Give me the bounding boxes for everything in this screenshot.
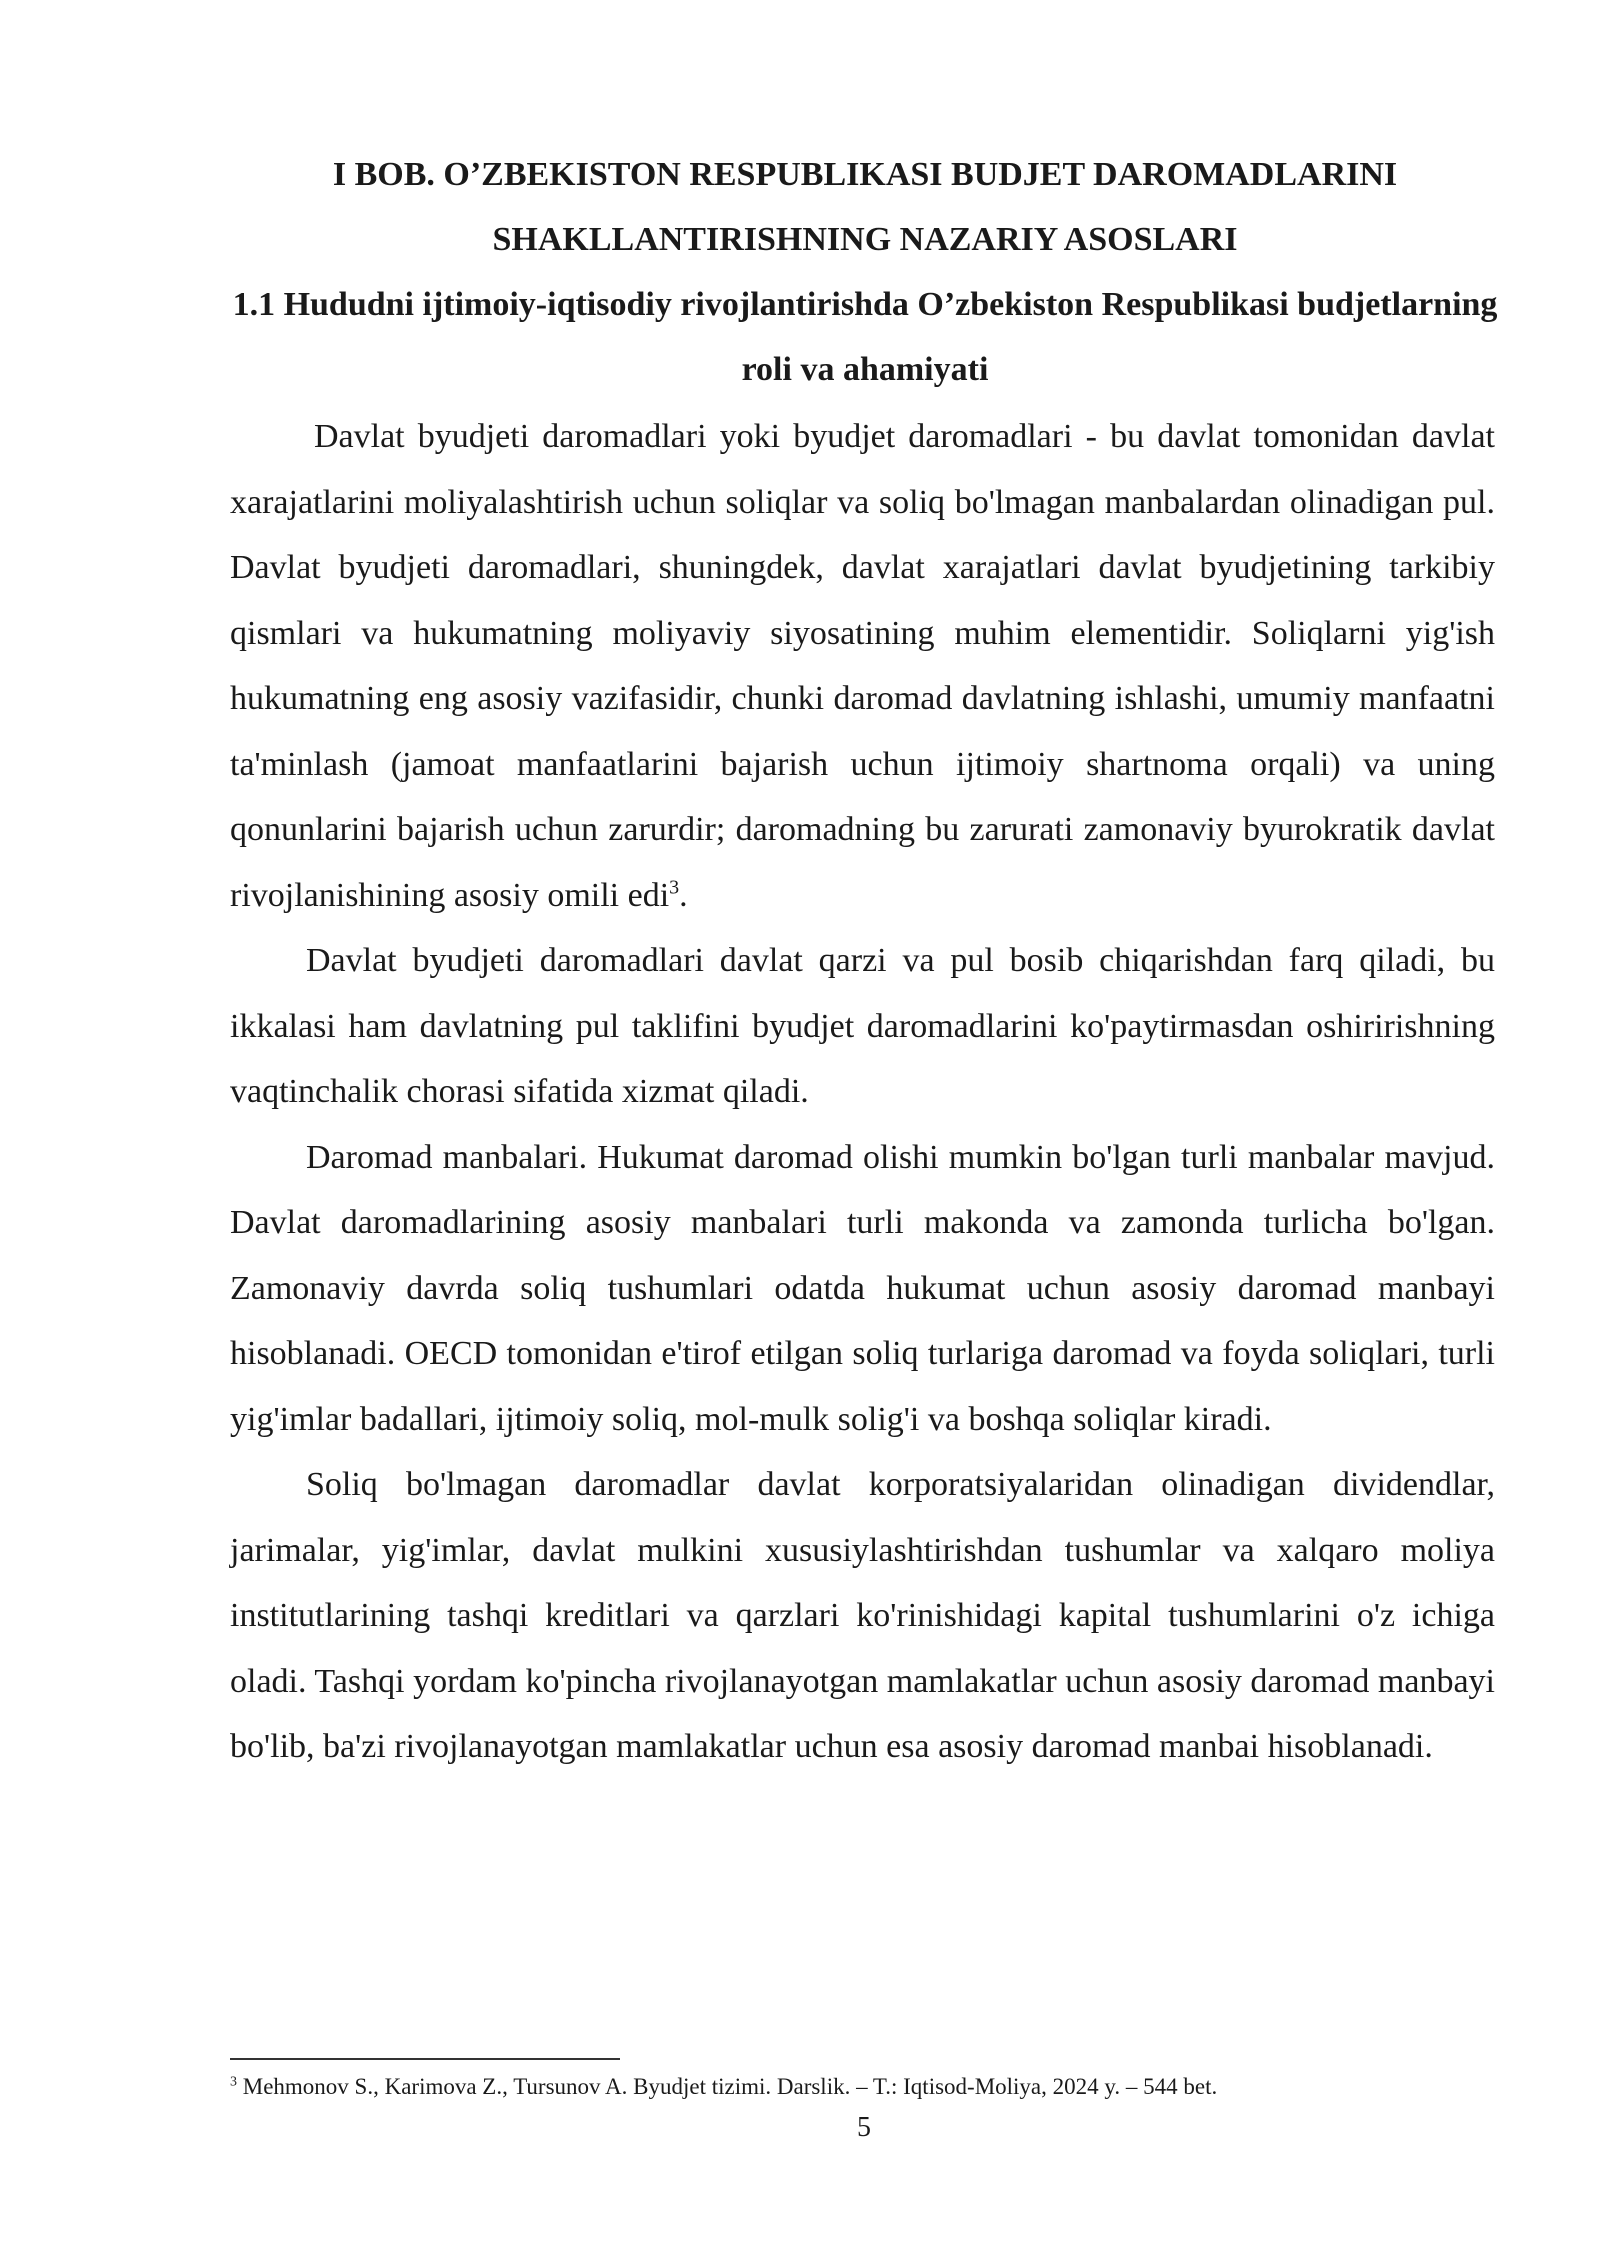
body-text — [230, 404, 1495, 1780]
paragraph-1-text: Davlat byudjeti daromadlari yoki byudjet daromadlari - bu davlat tomonidan davlat xarajatlarini moliyalashtirish uchun soliqlar va soliq bo'lmagan manbalardan olinadigan pul. Davlat byudjeti daromadlari, shuningdek, davlat xarajatlari davlat byudjetining tarkibiy qismlari va hukumatning moliyaviy siyosatining muhim elementidir. Soliqlarni yig'ish hukumatning eng asosiy vazifasidir, chunki daromad davlatning ishlashi, umumiy manfaatni ta'minlash (jamoat manfaatlarini bajarish uchun ijtimoiy shartnoma orqali) va uning qonunlarini bajarish uchun zarurdir; daromadning bu zarurati zamonaviy byurokratik davlat rivojlanishining asosiy omili edi — [230, 418, 1495, 914]
paragraph-2: Davlat byudjeti daromadlari davlat qarzi va pul bosib chiqarishdan farq qiladi, bu ikkalasi ham davlatning pul taklifini byudjet daromadlarini ko'paytirmasdan oshiririshning vaqtinchalik chorasi sifatida xizmat qiladi. — [230, 942, 1495, 1110]
footnote-separator — [230, 2058, 620, 2060]
footnote-number: 3 — [230, 2074, 237, 2090]
paragraph-3: Daromad manbalari. Hukumat daromad olishi mumkin bo'lgan turli manbalar mavjud. Davlat daromadlarining asosiy manbalari turli makonda va zamonda turlicha bo'lgan. Zamonaviy davrda soliq tushumlari odatda hukumat uchun asosiy daromad manbayi hisoblanadi. OECD tomonidan e'tirof etilgan soliq turlariga daromad va foyda soliqlari, turli yig'imlar badallari, ijtimoiy soliq, mol-mulk solig'i va boshqa soliqlar kiradi. — [230, 1138, 1495, 1438]
footnote-reference: 3 — [669, 876, 680, 899]
page-number: 5 — [857, 2112, 871, 2143]
section-title: 1.1 Hududni ijtimoiy-iqtisodiy rivojlantirishda O’zbekiston Respublikasi budjetlarning roli va ahamiyati — [232, 286, 1498, 388]
footnote — [230, 2072, 1500, 2102]
paragraph-1-end: . — [679, 876, 688, 914]
paragraph-4: Soliq bo'lmagan daromadlar davlat korporatsiyalaridan olinadigan dividendlar, jarimalar, yig'imlar, davlat mulkini xususiylashtirishdan tushumlar va xalqaro moliya institutlarining tashqi kreditlari va qarzlari ko'rinishidagi kapital tushumlarini o'z ichiga oladi. Tashqi yordam ko'pincha rivojlanayotgan mamlakatlar uchun asosiy daromad manbayi bo'lib, ba'zi rivojlanayotgan mamlakatlar uchun esa asosiy daromad manbai hisoblanadi. — [230, 1466, 1495, 1765]
chapter-title: I BOB. O’ZBEKISTON RESPUBLIKASI BUDJET DAROMADLARINI SHAKLLANTIRISHNING NAZARIY ASOSLARI — [332, 156, 1398, 258]
paragraph-1 — [230, 404, 1495, 928]
footnote-text: Mehmonov S., Karimova Z., Tursunov A. Byudjet tizimi. Darslik. – T.: Iqtisod-Moliya, 2024 y. – 544 bet. — [237, 2074, 1218, 2099]
